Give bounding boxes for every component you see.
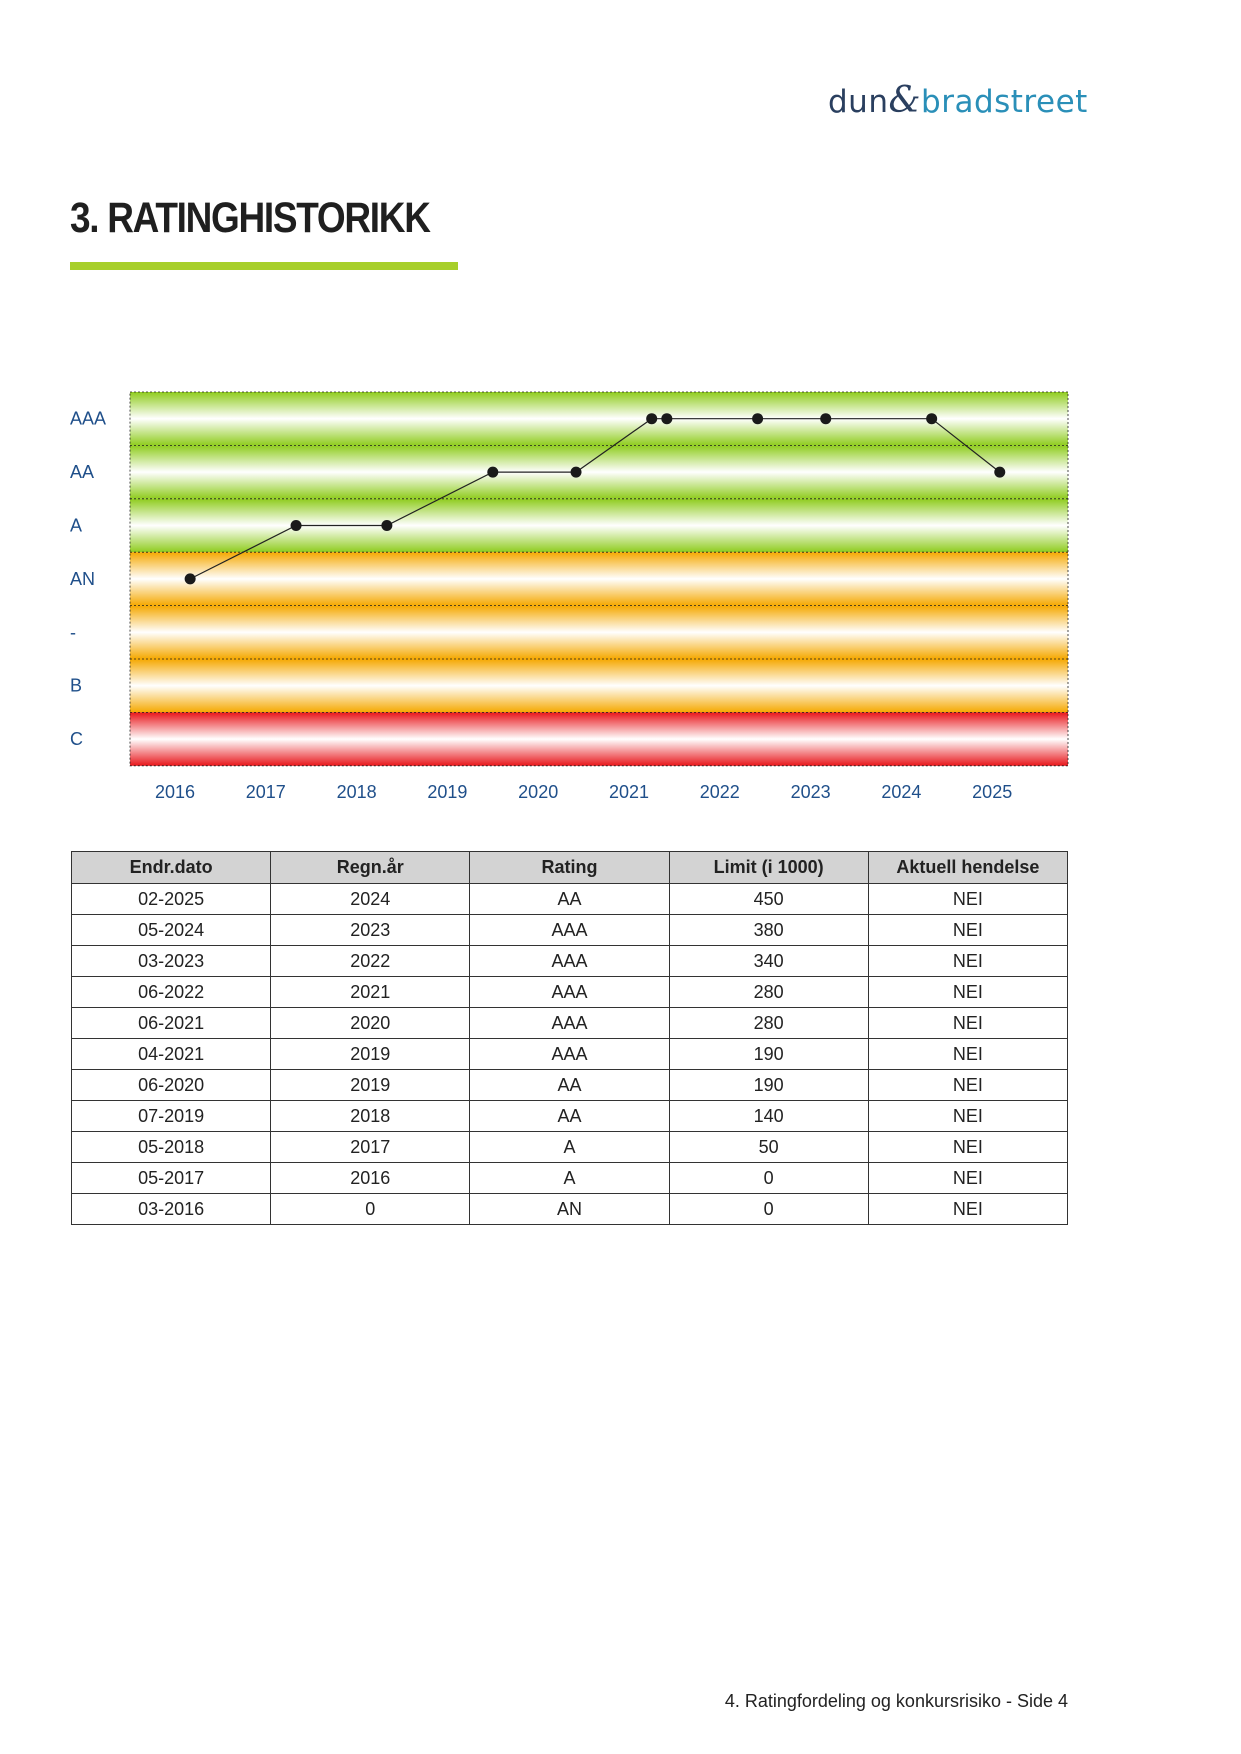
table-cell: 190 bbox=[669, 1070, 868, 1101]
x-axis-label: 2019 bbox=[427, 781, 468, 802]
table-cell: NEI bbox=[868, 915, 1067, 946]
table-row bbox=[72, 1132, 1068, 1163]
rating-band-orange bbox=[130, 606, 1068, 659]
table-cell: NEI bbox=[868, 1163, 1067, 1194]
table-header-cell: Regn.år bbox=[271, 852, 470, 884]
x-axis-label: 2023 bbox=[790, 781, 831, 802]
table-cell: AA bbox=[470, 1070, 669, 1101]
dun-bradstreet-logo bbox=[828, 80, 1088, 122]
table-cell: AAA bbox=[470, 1039, 669, 1070]
table-cell: 280 bbox=[669, 977, 868, 1008]
table-cell: AAA bbox=[470, 977, 669, 1008]
y-axis-label: - bbox=[70, 622, 76, 643]
table-cell: 04-2021 bbox=[72, 1039, 271, 1070]
rating-point bbox=[994, 467, 1005, 478]
x-axis-label: 2018 bbox=[336, 781, 377, 802]
table-cell: 02-2025 bbox=[72, 884, 271, 915]
x-axis-label: 2017 bbox=[245, 781, 286, 802]
table-row bbox=[72, 1101, 1068, 1132]
table-cell: 05-2017 bbox=[72, 1163, 271, 1194]
table-cell: NEI bbox=[868, 1101, 1067, 1132]
table-cell: NEI bbox=[868, 977, 1067, 1008]
table-cell: 06-2021 bbox=[72, 1008, 271, 1039]
rating-point bbox=[487, 467, 498, 478]
table-cell: 07-2019 bbox=[72, 1101, 271, 1132]
table-cell: 140 bbox=[669, 1101, 868, 1132]
table-cell: AAA bbox=[470, 946, 669, 977]
x-axis-label: 2021 bbox=[608, 781, 650, 802]
logo-text-dun: dun bbox=[828, 84, 889, 120]
table-row bbox=[72, 1163, 1068, 1194]
title-underline bbox=[70, 262, 458, 270]
table-cell: 06-2020 bbox=[72, 1070, 271, 1101]
table-cell: 2024 bbox=[271, 884, 470, 915]
rating-band-orange bbox=[130, 552, 1068, 605]
y-axis-label: A bbox=[70, 515, 83, 536]
table-cell: 450 bbox=[669, 884, 868, 915]
table-cell: A bbox=[470, 1163, 669, 1194]
table-cell: 05-2018 bbox=[72, 1132, 271, 1163]
table-cell: 280 bbox=[669, 1008, 868, 1039]
table-row bbox=[72, 884, 1068, 915]
table-cell: 2017 bbox=[271, 1132, 470, 1163]
rating-point bbox=[752, 413, 763, 424]
table-header-row bbox=[72, 852, 1068, 884]
table-row bbox=[72, 946, 1068, 977]
table-cell: 2019 bbox=[271, 1039, 470, 1070]
table-cell: NEI bbox=[868, 1039, 1067, 1070]
rating-history-chart bbox=[60, 380, 1080, 810]
table-cell: 03-2016 bbox=[72, 1194, 271, 1225]
table-cell: NEI bbox=[868, 1132, 1067, 1163]
table-cell: 2022 bbox=[271, 946, 470, 977]
y-axis-label: AN bbox=[70, 568, 96, 589]
table-cell: 2020 bbox=[271, 1008, 470, 1039]
x-axis-label: 2024 bbox=[881, 781, 922, 802]
table-cell: 50 bbox=[669, 1132, 868, 1163]
rating-point bbox=[926, 413, 937, 424]
x-axis-label: 2025 bbox=[972, 781, 1013, 802]
rating-point bbox=[291, 520, 302, 531]
table-cell: 2018 bbox=[271, 1101, 470, 1132]
table-cell: 2021 bbox=[271, 977, 470, 1008]
rating-point bbox=[185, 573, 196, 584]
table-cell: 2023 bbox=[271, 915, 470, 946]
table-row bbox=[72, 915, 1068, 946]
logo-text-bradstreet: bradstreet bbox=[921, 84, 1088, 120]
table-cell: 340 bbox=[669, 946, 868, 977]
rating-band-green bbox=[130, 499, 1068, 552]
table-header-cell: Rating bbox=[470, 852, 669, 884]
table-cell: 0 bbox=[271, 1194, 470, 1225]
rating-point bbox=[646, 413, 657, 424]
table-row bbox=[72, 1008, 1068, 1039]
section-title: 3. RATINGHISTORIKK bbox=[70, 194, 430, 242]
x-axis-label: 2022 bbox=[699, 781, 740, 802]
table-header-cell: Aktuell hendelse bbox=[868, 852, 1067, 884]
table-cell: 06-2022 bbox=[72, 977, 271, 1008]
rating-point bbox=[820, 413, 831, 424]
rating-band-orange bbox=[130, 659, 1068, 712]
table-cell: AN bbox=[470, 1194, 669, 1225]
x-axis-label: 2016 bbox=[154, 781, 196, 802]
y-axis-label: B bbox=[70, 675, 83, 696]
table-row bbox=[72, 1039, 1068, 1070]
table-cell: AA bbox=[470, 1101, 669, 1132]
rating-point bbox=[661, 413, 672, 424]
table-cell: 2019 bbox=[271, 1070, 470, 1101]
table-cell: 2016 bbox=[271, 1163, 470, 1194]
logo-ampersand: & bbox=[888, 80, 922, 121]
rating-point bbox=[571, 467, 582, 478]
table-cell: A bbox=[470, 1132, 669, 1163]
y-axis-label: AA bbox=[70, 462, 95, 483]
table-cell: AAA bbox=[470, 1008, 669, 1039]
table-cell: 190 bbox=[669, 1039, 868, 1070]
table-cell: 05-2024 bbox=[72, 915, 271, 946]
rating-band-red bbox=[130, 712, 1068, 765]
table-header-cell: Endr.dato bbox=[72, 852, 271, 884]
x-axis-label: 2020 bbox=[518, 781, 559, 802]
rating-history-table bbox=[71, 851, 1068, 1225]
table-row bbox=[72, 977, 1068, 1008]
table-cell: NEI bbox=[868, 946, 1067, 977]
table-row bbox=[72, 1070, 1068, 1101]
table-cell: NEI bbox=[868, 1070, 1067, 1101]
rating-point bbox=[381, 520, 392, 531]
table-row bbox=[72, 1194, 1068, 1225]
table-cell: 0 bbox=[669, 1163, 868, 1194]
rating-band-green bbox=[130, 445, 1068, 498]
table-header-cell: Limit (i 1000) bbox=[669, 852, 868, 884]
table-cell: 0 bbox=[669, 1194, 868, 1225]
table-cell: AAA bbox=[470, 915, 669, 946]
table-cell: AA bbox=[470, 884, 669, 915]
table-cell: 380 bbox=[669, 915, 868, 946]
page-footer: 4. Ratingfordeling og konkursrisiko - Side 4 bbox=[724, 1691, 1068, 1711]
table-cell: NEI bbox=[868, 1194, 1067, 1225]
table-cell: 03-2023 bbox=[72, 946, 271, 977]
table-cell: NEI bbox=[868, 1008, 1067, 1039]
table-cell: NEI bbox=[868, 884, 1067, 915]
y-axis-label: C bbox=[70, 729, 83, 750]
y-axis-label: AAA bbox=[70, 408, 107, 429]
